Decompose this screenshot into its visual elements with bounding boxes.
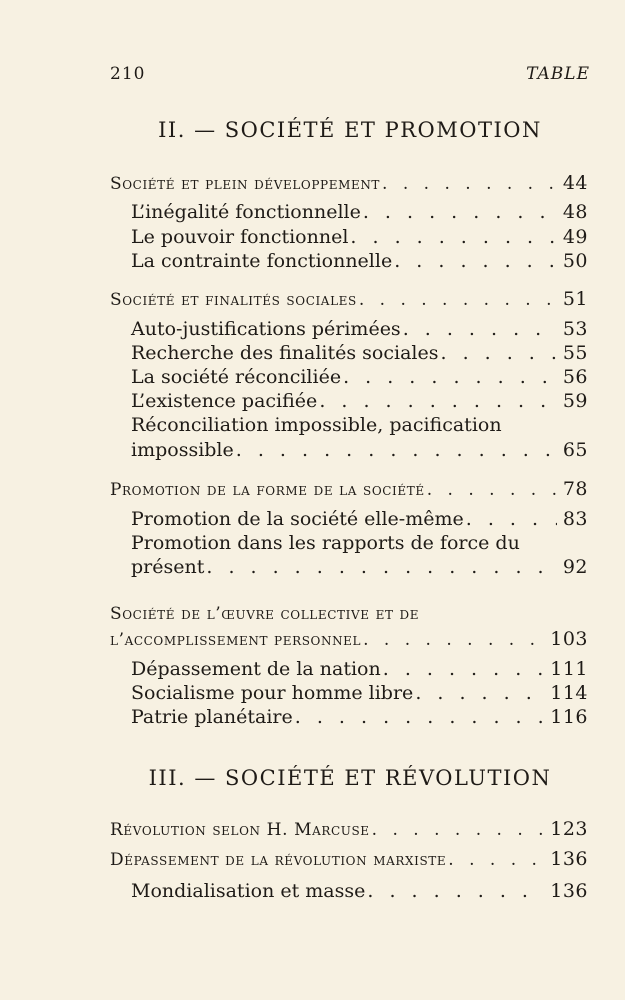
leader-dots	[295, 706, 544, 728]
running-title: TABLE	[526, 64, 590, 84]
toc-heading-revolution-marxiste[interactable]	[110, 848, 588, 872]
leader-dots	[206, 556, 556, 578]
toc-label: Dépassement de la nation	[131, 658, 381, 680]
leader-dots	[383, 658, 545, 680]
toc-item[interactable]	[131, 439, 588, 463]
toc-page: 59	[562, 390, 588, 412]
toc-heading-oeuvre-collective[interactable]	[110, 628, 588, 652]
toc-item[interactable]	[131, 706, 588, 730]
toc-page: 83	[562, 508, 588, 530]
leader-dots	[359, 290, 557, 310]
toc-label: présent	[131, 556, 205, 578]
toc-label: L’inégalité fonctionnelle	[131, 201, 361, 223]
leader-dots	[372, 820, 545, 840]
toc-item[interactable]	[131, 342, 588, 366]
leader-dots	[363, 630, 544, 650]
toc-heading-wrapped-line[interactable]: Société de l’œuvre collective et de	[110, 604, 420, 624]
toc-label: Promotion de la société elle-même	[131, 508, 464, 530]
toc-label: Société et finalités sociales	[110, 290, 357, 310]
toc-page: 65	[562, 439, 588, 461]
toc-page: 50	[562, 250, 588, 272]
toc-label: Auto-justifications périmées	[131, 318, 401, 340]
toc-label: Patrie planétaire	[131, 706, 293, 728]
toc-heading-plein-developpement[interactable]	[110, 172, 588, 196]
toc-label: l’accomplissement personnel	[110, 630, 362, 650]
leader-dots	[440, 342, 556, 364]
toc-page: 53	[562, 318, 588, 340]
leader-dots	[319, 390, 557, 412]
toc-heading-forme-societe[interactable]	[110, 478, 588, 502]
toc-page: 48	[562, 201, 588, 223]
toc-item[interactable]	[131, 366, 588, 390]
toc-page: 56	[562, 366, 588, 388]
toc-label: impossible	[131, 439, 234, 461]
toc-label: Dépassement de la révolution marxiste	[110, 850, 447, 870]
toc-label: La société réconciliée	[131, 366, 342, 388]
toc-label: Société et plein développement	[110, 174, 381, 194]
toc-label: Recherche des finalités sociales	[131, 342, 439, 364]
leader-dots	[236, 439, 557, 461]
toc-page: 136	[550, 848, 588, 870]
toc-item[interactable]	[131, 226, 588, 250]
toc-page: 123	[550, 818, 588, 840]
toc-page: 44	[562, 172, 588, 194]
toc-label: L’existence pacifiée	[131, 390, 318, 412]
toc-item[interactable]	[131, 658, 588, 682]
toc-item[interactable]	[131, 556, 588, 580]
toc-page: 51	[562, 288, 588, 310]
toc-label: Socialisme pour homme libre	[131, 682, 414, 704]
toc-item[interactable]	[131, 682, 588, 706]
toc-item-wrapped-line[interactable]: Promotion dans les rapports de force du	[131, 532, 520, 554]
toc-label: Mondialisation et masse	[131, 880, 366, 902]
leader-dots	[382, 174, 557, 194]
leader-dots	[350, 226, 556, 248]
toc-page: 111	[550, 658, 588, 680]
toc-item[interactable]	[131, 508, 588, 532]
toc-item[interactable]	[131, 318, 588, 342]
toc-label: La contrainte fonctionnelle	[131, 250, 393, 272]
leader-dots	[448, 850, 544, 870]
toc-label: Révolution selon H. Marcuse	[110, 820, 370, 840]
section-title-iii: III. — SOCIÉTÉ ET RÉVOLUTION	[148, 766, 552, 790]
leader-dots	[343, 366, 557, 388]
leader-dots	[394, 250, 557, 272]
leader-dots	[427, 480, 557, 500]
toc-page: 92	[562, 556, 588, 578]
leader-dots	[415, 682, 544, 704]
toc-page: 114	[550, 682, 588, 704]
toc-page: 55	[562, 342, 588, 364]
leader-dots	[403, 318, 557, 340]
leader-dots	[367, 880, 544, 902]
running-head	[110, 64, 590, 86]
toc-page: 49	[562, 226, 588, 248]
toc-item[interactable]	[131, 250, 588, 274]
toc-label: Le pouvoir fonctionnel	[131, 226, 349, 248]
toc-page: 78	[562, 478, 588, 500]
toc-label: Promotion de la forme de la société	[110, 480, 425, 500]
toc-page: 136	[550, 880, 588, 902]
toc-item[interactable]	[131, 390, 588, 414]
toc-item[interactable]	[131, 201, 588, 225]
toc-page: 103	[550, 628, 588, 650]
section-title-ii: II. — SOCIÉTÉ ET PROMOTION	[158, 118, 542, 142]
page-number: 210	[110, 64, 146, 84]
toc-page: 116	[550, 706, 588, 728]
toc-heading-marcuse[interactable]	[110, 818, 588, 842]
leader-dots	[466, 508, 557, 530]
toc-heading-finalites-sociales[interactable]	[110, 288, 588, 312]
toc-item-wrapped-line[interactable]: Réconciliation impossible, pacification	[131, 414, 502, 436]
toc-item[interactable]	[131, 880, 588, 904]
leader-dots	[363, 201, 557, 223]
